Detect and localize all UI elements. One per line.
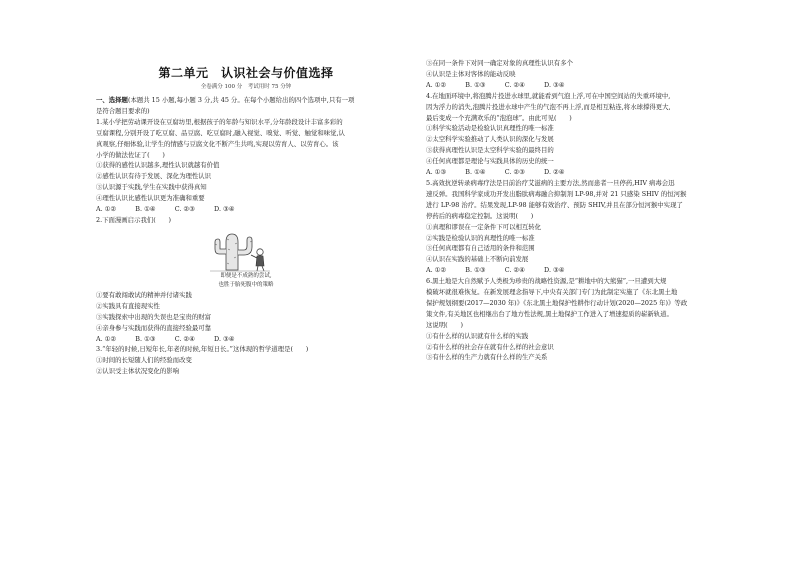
q6-stem-line: 模破坏就很难恢复。在新发展理念指导下,中央有关部门专门为此制定实施了《东北黑土地: [426, 288, 678, 297]
q1-option: ④理性认识比感性认识更为准确和重要: [96, 194, 205, 203]
q2-choices: A. ①② B. ①③ C. ②④ D. ③④: [96, 334, 235, 343]
q2-stem: 2.下面漫画启示我们( ): [96, 215, 171, 224]
right-column: [426, 58, 726, 363]
section-intro-line-2: 是符合题目要求的): [96, 106, 150, 115]
q5-option: ②实践是检验认识的真理性的唯一标准: [426, 233, 535, 242]
q6-stem-line: 保护规划纲要(2017—2030 年)》《东北黑土地保护性耕作行动计划(2020—2025 年)》等政: [426, 298, 688, 307]
q2-option: ③实践探索中出现的失误也是宝贵的财富: [96, 312, 212, 321]
cartoon-caption-1: 即便是不成熟的尝试,: [220, 272, 272, 279]
q3-option: ④认识是主体对客体的能动反映: [426, 69, 516, 78]
q1-stem-line: 小学的做法佐证了( ): [96, 150, 165, 159]
q4-option: ②太空科学实验推动了人类认识的深化与发展: [426, 135, 554, 144]
section-intro-text: (本题共 15 小题,每小题 3 分,共 45 分。在每个小题给出的四个选项中,只有一项: [127, 96, 355, 104]
q2-option: ②实践具有直接现实性: [96, 301, 160, 310]
q6-stem-line: 这说明( ): [426, 320, 463, 329]
cartoon-cactus-illustration: [208, 228, 272, 272]
q2-option: ①要有敢闯敢试的精神并付诸实践: [96, 290, 192, 299]
q3-option: ③在同一条件下对同一确定对象的真理性认识有多个: [426, 59, 573, 67]
section-intro-line-1: [96, 95, 396, 106]
q4-option: ④任何真理都是理论与实践具体的历史的统一: [426, 157, 554, 166]
cartoon-caption-2: 也胜于胎死腹中的策略: [218, 281, 274, 288]
q4-stem-line: 最后变成一个充满欢乐的“泡泡球”。由此可见( ): [426, 113, 572, 122]
q4-option: ①科学实验活动是检验认识真理性的唯一标准: [426, 124, 554, 133]
q3-choices: A. ①② B. ①③ C. ②④ D. ③④: [426, 80, 565, 89]
q5-choices: A. ①② B. ①③ C. ②④ D. ③④: [426, 266, 565, 275]
q2-option: ④亲身参与实践而获得的直接经验最可靠: [96, 323, 212, 332]
q1-choices: A. ①② B. ①④ C. ②③ D. ③④: [96, 205, 235, 214]
q5-stem-line: 5.高效抗逆转录病毒疗法是目前治疗艾滋病的主要方法,然而患者一旦停药,HIV 病毒会迅: [426, 178, 675, 187]
q1-option: ③认识源于实践,学生在实践中获得真知: [96, 183, 207, 192]
q5-stem-line: 速反弹。我国科学家成功开发出脂肽病毒融合抑制剂 LP-98,并对 21 只感染 SHIV 的恒河猴: [426, 189, 687, 198]
q6-stem-line: 6.黑土地是大自然赋予人类极为珍贵的战略性资源,是“耕地中的大熊猫”,一旦遭到大规: [426, 277, 667, 286]
q1-stem-line: 豆腐课程,分别开设了吃豆腐、品豆腐、吃豆腐时,融入视觉、嗅觉、听觉、触觉和味觉,认: [96, 128, 345, 137]
q3-option: ①时间的长短随人们的经验而改变: [96, 356, 192, 365]
q4-stem-line: 4.在地面环境中,将泡腾片投进水球里,就能看到气泡上浮,可在中国空间站的失重环境中,: [426, 91, 671, 100]
q3-option: ②认识受主体状况变化的影响: [96, 367, 180, 376]
q4-choices: A. ①③ B. ①④ C. ②③ D. ②④: [426, 168, 565, 177]
q1-stem-line: 真观察,仔细体验,让学生的情感与豆腐文化不断产生共鸣,实现以劳育人、以劳育心。该: [96, 139, 339, 148]
q6-option: ②有什么样的社会存在就有什么样的社会意识: [426, 342, 554, 351]
q5-stem-line: 停药后的病毒稳定控制。这说明( ): [426, 211, 534, 220]
left-column: [96, 95, 396, 377]
q4-option: ③获得真理性认识是太空科学实验的最终目的: [426, 146, 554, 155]
page-title: 第二单元 认识社会与价值选择: [158, 66, 334, 80]
q5-option: ④认识在实践的基础上不断向前发展: [426, 255, 529, 264]
q6-option: ①有什么样的认识就有什么样的实践: [426, 331, 529, 340]
section-heading: 一、选择题: [96, 96, 128, 104]
cartoon-image: [208, 228, 272, 272]
q4-stem-line: 因为浮力的消失,泡腾片投进水球中产生的气泡不再上浮,而是相互粘连,将水球撑得更大,: [426, 102, 671, 111]
q5-stem-line: 进行 LP-98 治疗。结果发现,LP-98 能够有效治疗、预防 SHIV,并且在部分恒河猴中实现了: [426, 200, 683, 209]
q3-stem: 3.“年轻的时候,日短年长,年老的时候,年短日长。”这体现的哲学道理是( ): [96, 345, 309, 354]
q1-option: ②感性认识有待于发展、深化为理性认识: [96, 172, 212, 181]
q1-option: ①获得的感性认识越多,理性认识就越有价值: [96, 161, 220, 170]
page-subtitle: 全卷满分 100 分 考试用时 75 分钟: [200, 84, 292, 90]
q1-stem-line: 1.某小学把劳动课开设在豆腐坊里,根据孩子的年龄与知识水平,分年龄段设计丰富多彩的: [96, 117, 343, 126]
q5-option: ③任何真理都有自己适用的条件和范围: [426, 244, 535, 253]
q6-option: ③有什么样的生产力就有什么样的生产关系: [426, 353, 548, 362]
q6-stem-line: 策文件,有关地区也相继出台了地方性法规,黑土地保护工作进入了增速提质的崭新轨道。: [426, 309, 673, 318]
q5-option: ①真理和谬误在一定条件下可以相互转化: [426, 222, 542, 231]
